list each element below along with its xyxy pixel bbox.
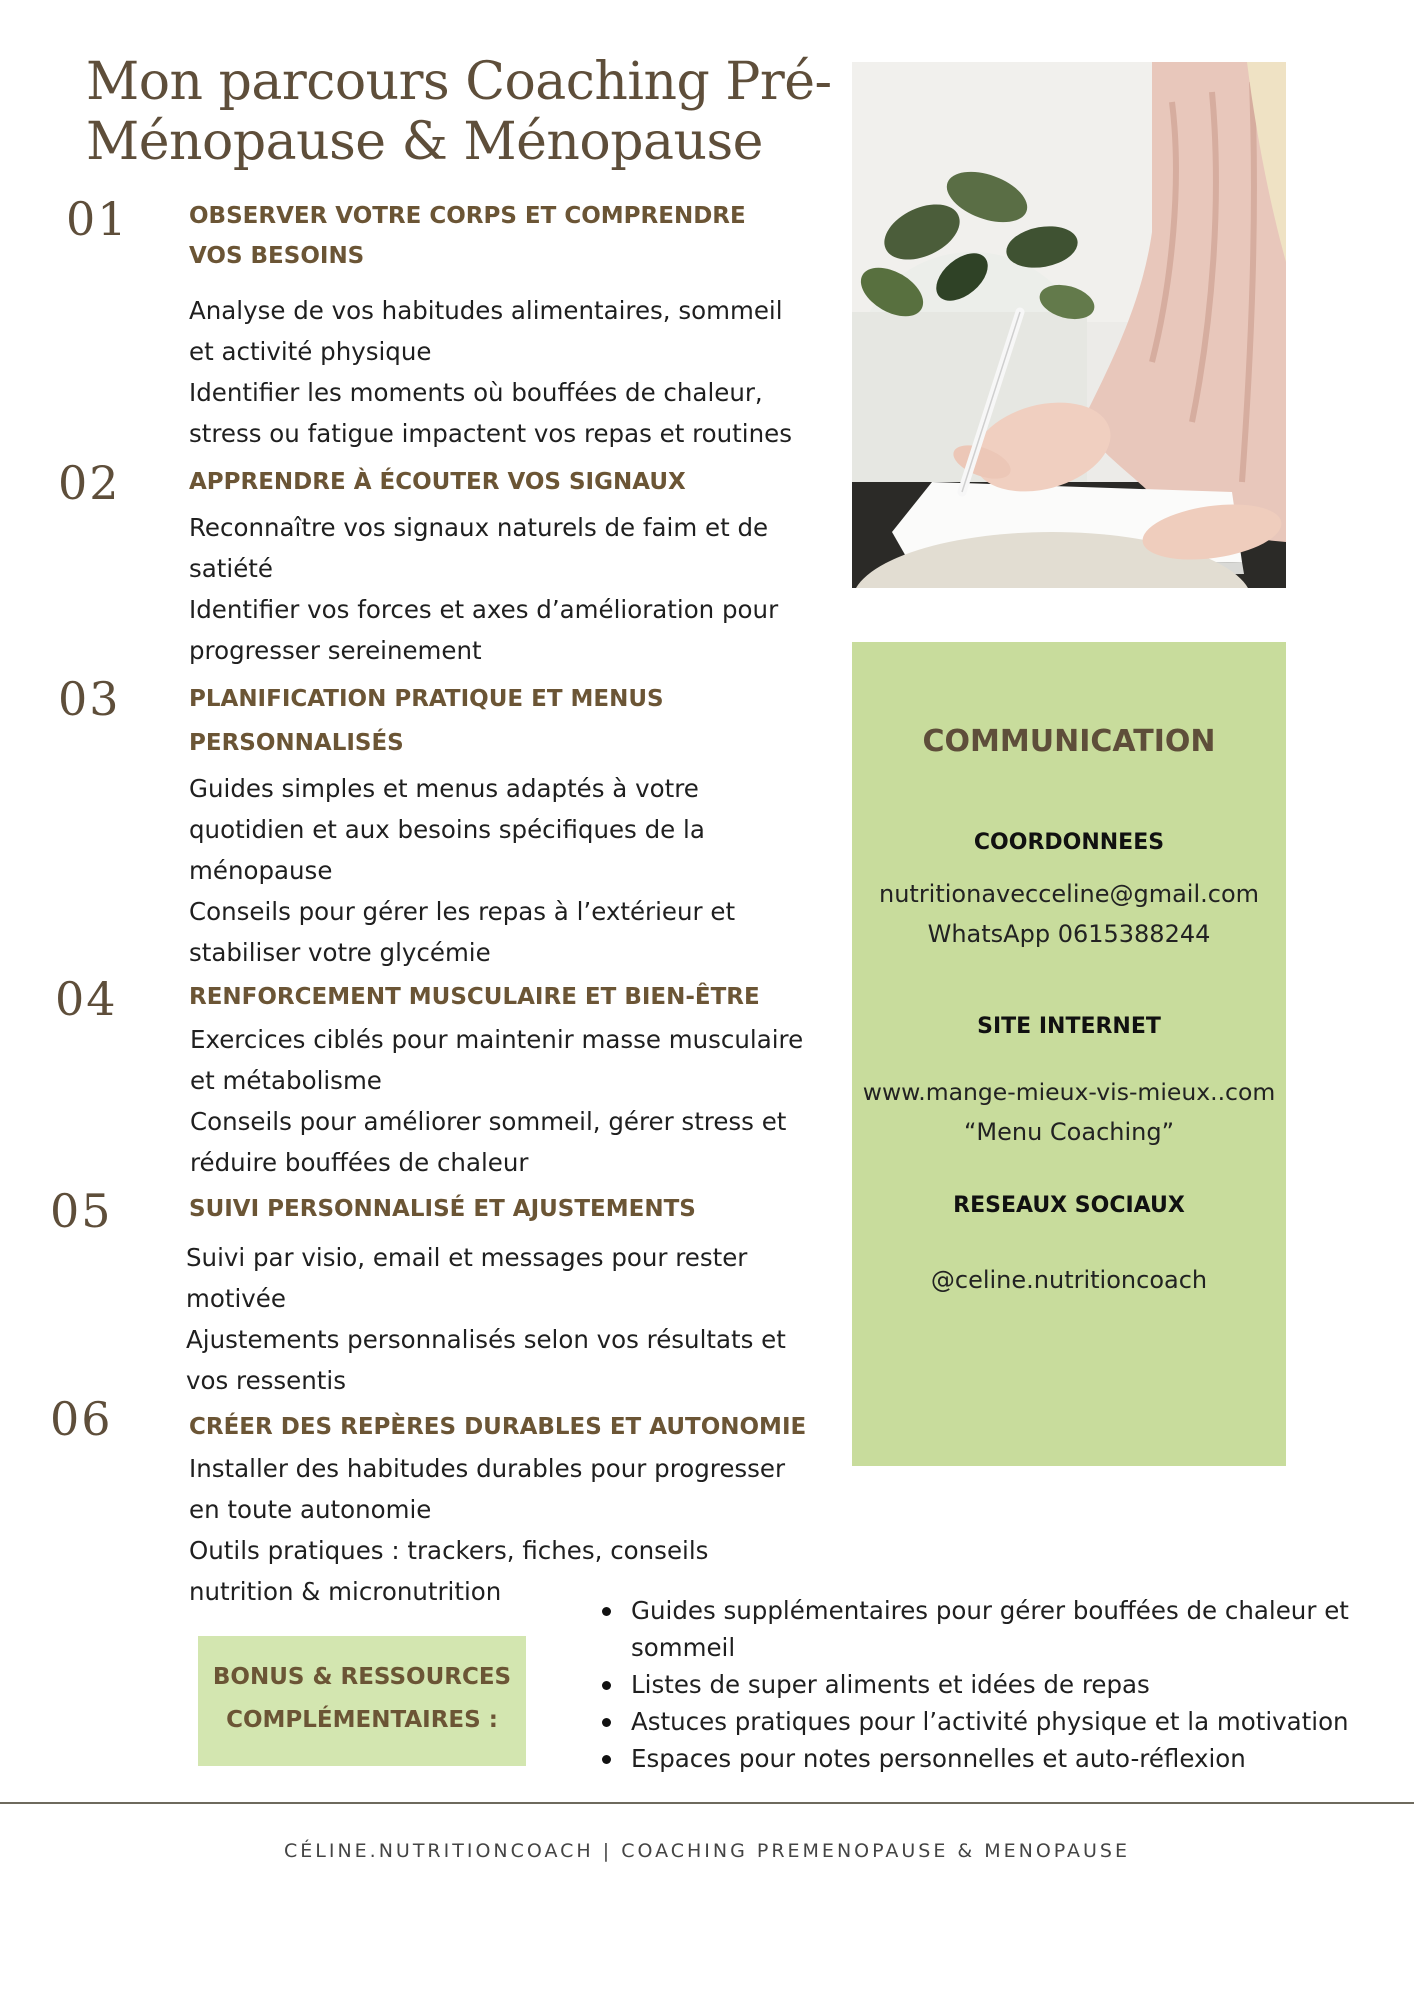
bonus-title-line-2: COMPLÉMENTAIRES : [226,1707,498,1733]
communication-title: COMMUNICATION [922,724,1216,759]
bonus-list [598,1592,1378,1777]
step-01-line: Identifier les moments où bouffées de chaleur, [189,378,763,407]
social-handle[interactable]: @celine.nutritioncoach [930,1266,1208,1294]
step-number-06: 06 [50,1392,113,1446]
writing-photo-illustration [852,62,1286,588]
step-06-line: Outils pratiques : trackers, fiches, conseils [189,1536,709,1565]
step-number-02: 02 [58,456,121,510]
step-03-line: Conseils pour gérer les repas à l’extérieur et [189,897,736,926]
bonus-item-1-line-2: sommeil [631,1633,736,1662]
footer-divider [0,1802,1414,1804]
step-04-line: Exercices ciblés pour maintenir masse musculaire [190,1025,804,1054]
step-05-line: vos ressentis [186,1366,346,1395]
step-03-line: stabiliser votre glycémie [189,938,491,967]
step-text-04 [190,1019,803,1183]
step-05-line: Ajustements personnalisés selon vos résultats et [186,1325,786,1354]
step-heading-02: APPRENDRE À ÉCOUTER VOS SIGNAUX [189,469,686,495]
writing-photo [852,62,1286,588]
step-03-line: Guides simples et menus adaptés à votre [189,774,699,803]
step-05-line: motivée [186,1284,286,1313]
step-06-line: nutrition & micronutrition [189,1577,502,1606]
step-text-01 [189,290,792,454]
step-text-05 [186,1237,786,1401]
step-text-02 [189,507,778,671]
step-number-03: 03 [58,672,121,726]
step-04-line: réduire bouffées de chaleur [190,1148,529,1177]
footer-text: CÉLINE.NUTRITIONCOACH | COACHING PREMENOPAUSE & MENOPAUSE [283,1840,1130,1862]
step-03-line: ménopause [189,856,333,885]
email-link[interactable]: nutritionavecceline@gmail.com [878,880,1260,908]
step-heading-05: SUIVI PERSONNALISÉ ET AJUSTEMENTS [189,1196,696,1222]
step-04-line: et métabolisme [190,1066,382,1095]
step-01-line: stress ou fatigue impactent vos repas et routines [189,419,792,448]
whatsapp-number[interactable]: WhatsApp 0615388244 [927,920,1211,948]
coordinates-label: COORDONNEES [973,830,1165,855]
bonus-list-item: Listes de super aliments et idées de repas [598,1666,1378,1703]
step-03-line: quotidien et aux besoins spécifiques de la [189,815,705,844]
step-heading-06: CRÉER DES REPÈRES DURABLES ET AUTONOMIE [189,1414,807,1440]
social-label: RESEAUX SOCIAUX [953,1193,1185,1218]
step-05-line: Suivi par visio, email et messages pour rester [186,1243,748,1272]
step-heading-04: RENFORCEMENT MUSCULAIRE ET BIEN-ÊTRE [189,984,760,1010]
bonus-item-1-line-1: Guides supplémentaires pour gérer bouffées de chaleur et [631,1596,1349,1625]
website-note: “Menu Coaching” [963,1118,1175,1146]
bonus-title-line-1: BONUS & RESSOURCES [212,1664,512,1690]
step-02-line: Identifier vos forces et axes d’amélioration pour [189,595,779,624]
step-02-line: Reconnaître vos signaux naturels de faim et de [189,513,769,542]
bonus-list-item [598,1592,1378,1666]
step-number-01: 01 [66,192,129,246]
step-06-line: Installer des habitudes durables pour progresser [189,1454,786,1483]
title-line-1: Mon parcours Coaching Pré- [86,52,832,112]
step-heading-03-line-1: PLANIFICATION PRATIQUE ET MENUS [189,686,664,712]
step-number-05: 05 [50,1184,113,1238]
page-title [86,52,846,172]
website-link[interactable]: www.mange-mieux-vis-mieux..com [862,1078,1276,1106]
step-number-04: 04 [55,972,118,1026]
step-text-03 [189,768,735,973]
bonus-box [198,1636,526,1766]
step-heading-01 [189,196,746,276]
step-01-line: Analyse de vos habitudes alimentaires, sommeil [189,296,783,325]
step-heading-01-line-2: VOS BESOINS [189,243,365,269]
step-02-line: progresser sereinement [189,636,482,665]
website-label: SITE INTERNET [977,1014,1161,1039]
step-01-line: et activité physique [189,337,432,366]
step-04-line: Conseils pour améliorer sommeil, gérer stress et [190,1107,787,1136]
step-heading-01-line-1: OBSERVER VOTRE CORPS ET COMPRENDRE [189,203,746,229]
step-heading-03 [189,677,664,765]
step-06-line: en toute autonomie [189,1495,432,1524]
step-02-line: satiété [189,554,273,583]
communication-panel [852,642,1286,1466]
step-heading-03-line-2: PERSONNALISÉS [189,730,404,756]
title-line-2: Ménopause & Ménopause [86,112,763,172]
bonus-list-item: Astuces pratiques pour l’activité physique et la motivation [598,1703,1378,1740]
step-text-06 [189,1448,785,1612]
bonus-list-item: Espaces pour notes personnelles et auto-réflexion [598,1740,1378,1777]
